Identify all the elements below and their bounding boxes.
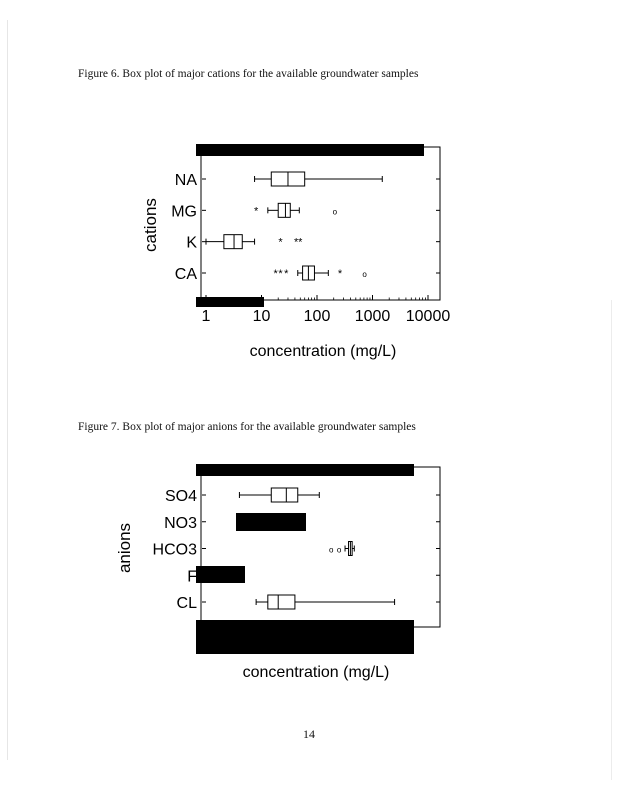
- plot-7-frame: [201, 467, 440, 627]
- category-label: SO4: [164, 488, 197, 505]
- outlier-circle: o: [332, 207, 338, 217]
- outlier-star: *: [298, 236, 303, 249]
- outlier-star: *: [284, 268, 289, 280]
- redaction-bar: [196, 566, 245, 583]
- outlier-star: *: [293, 236, 299, 249]
- outlier-star: *: [337, 268, 343, 280]
- box: [224, 235, 242, 249]
- plot-6-frame: [201, 147, 440, 300]
- box: [278, 203, 290, 217]
- page-number: 14: [303, 727, 315, 741]
- category-label: CA: [174, 266, 197, 283]
- category-label: NA: [174, 172, 197, 189]
- x-tick-label: 100: [303, 308, 331, 325]
- category-label: K: [186, 234, 197, 252]
- box: [268, 595, 295, 609]
- outlier-circle: o: [328, 545, 334, 555]
- redaction-bar: [236, 513, 306, 531]
- x-axis-label: concentration (mg/L): [249, 343, 397, 360]
- outlier-circle: o: [336, 545, 342, 555]
- category-label: F: [187, 568, 197, 586]
- x-tick-label: 10000: [405, 308, 451, 325]
- redaction-bar: [196, 464, 414, 476]
- box: [271, 488, 297, 502]
- figure-6-chart: [141, 144, 450, 360]
- redaction-bar: [196, 144, 424, 156]
- category-label: MG: [171, 203, 197, 221]
- x-tick-label: 1000: [354, 308, 391, 325]
- category-label: HCO3: [152, 541, 197, 559]
- x-tick-label: 10: [252, 308, 271, 325]
- category-label: NO3: [164, 514, 197, 532]
- category-label: CL: [176, 595, 197, 612]
- figure-6-caption: Figure 6. Box plot of major cations for the available groundwater samples: [78, 68, 419, 80]
- redaction-bar: [196, 620, 414, 654]
- x-tick-label: 1: [201, 308, 211, 325]
- figure-7-caption: Figure 7. Box plot of major anions for the available groundwater samples: [78, 421, 416, 433]
- outlier-star: *: [253, 205, 259, 218]
- outlier-circle: o: [362, 270, 367, 279]
- figure-7-chart: [115, 464, 440, 681]
- outlier-star: *: [278, 236, 283, 249]
- x-axis-label: concentration (mg/L): [242, 664, 390, 681]
- outlier-star: *: [278, 268, 283, 280]
- y-axis-label: cations: [141, 198, 160, 252]
- y-axis-label: anions: [115, 522, 134, 574]
- outlier-star: *: [273, 268, 278, 280]
